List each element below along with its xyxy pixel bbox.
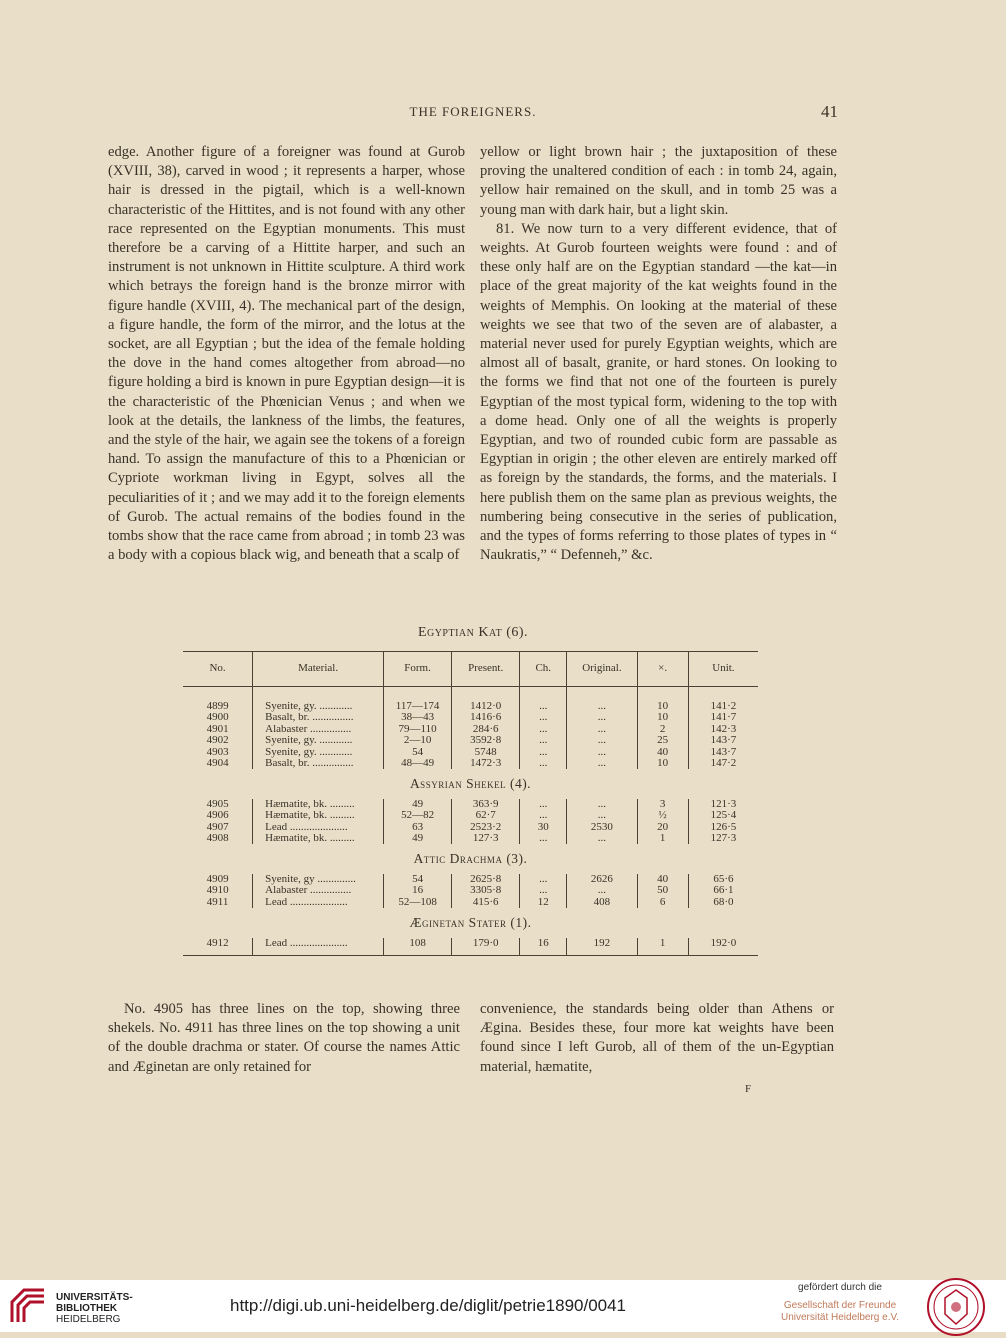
table-cell: ...: [520, 687, 567, 713]
group-title: Assyrian Shekel (4).: [409, 776, 532, 792]
table-cell: 1: [637, 938, 688, 956]
table-cell: 65·6: [713, 872, 734, 885]
table-cell: 4907: [183, 822, 253, 833]
table-cell: 52—108: [384, 897, 452, 908]
table-cell: 147·2: [710, 757, 737, 770]
right-paragraph-2: 81. We now turn to a very different evidence, that of weights. At Gurob fourteen weights were found : and of these only half are on the Egyptian standard —the kat—in place of the great majority of the kat weights found in the weights of Memphis. On looking at the material of these weights we see that two of the seven are of alabaster, a material never used for purely Egyptian weights, which are almost all of basalt, granite, or hard stones. On looking to the forms we find that not one of the fourteen is purely Egyptian of the most typical form, widening to the top with a dome head. Only one of all the weights is properly Egyptian, and two of rounded cubic form are passable as Egyptian in origin ; the other eleven are entirely marked off as foreign by the standards, the forms, and the materials. I here publish them on the same plan as previous weights, the numbering being consecutive in the series of publication, and the types of forms referring to those plates of types in “ Naukratis,” “ Defenneh,” &c.: [480, 220, 837, 564]
table-cell: 79—110: [384, 724, 452, 735]
table-cell: Syenite, gy. ............: [253, 747, 384, 758]
table-cell: ...: [567, 799, 637, 810]
table-cell: 16: [384, 885, 452, 896]
table-cell: 408: [567, 897, 637, 908]
table-cell: ...: [567, 758, 637, 769]
library-logo-icon: [8, 1288, 48, 1324]
table-cell: 38—43: [384, 712, 452, 723]
table-cell: Lead .....................: [253, 938, 384, 956]
table-cell: 3: [637, 799, 688, 810]
table-cell: ...: [567, 833, 637, 844]
page-number: 41: [821, 102, 838, 121]
left-column: [108, 143, 465, 565]
table-cell: Lead .....................: [253, 897, 384, 908]
table-cell: ...: [567, 687, 637, 713]
table-cell: ...: [520, 758, 567, 769]
table-cell: ...: [520, 724, 567, 735]
permalink-url[interactable]: http://digi.ub.uni-heidelberg.de/diglit/petrie1890/0041: [230, 1296, 627, 1315]
table-cell: 4904: [183, 758, 253, 769]
table-cell: 49: [384, 799, 452, 810]
right-paragraph-1: yellow or light brown hair ; the juxtaposition of these proving the unaltered condition of each : in tomb 24, again, yellow hair remained on the skull, and in tomb 25 was a young man with dark hair, but a light skin.: [480, 144, 837, 218]
right-column: [480, 143, 837, 565]
table-cell: 1416·6: [452, 712, 520, 723]
library-name-line-3: HEIDELBERG: [56, 1314, 121, 1325]
table-cell: 2523·2: [452, 822, 520, 833]
society-line-1: Gesellschaft der Freunde: [783, 1300, 897, 1311]
table-cell: Hæmatite, bk. .........: [253, 810, 384, 821]
table-body: [183, 687, 758, 956]
table-cell: 40: [637, 747, 688, 758]
table-cell: 4902: [183, 735, 253, 746]
table-cell: 12: [520, 897, 567, 908]
table-cell: 142·3: [710, 722, 737, 735]
table-cell: 127·3: [710, 832, 737, 845]
table-cell: Syenite, gy. ............: [253, 687, 384, 713]
table-row: [183, 897, 758, 908]
table-cell: 141·7: [710, 711, 737, 724]
weights-table: [183, 651, 758, 956]
table-cell: 52—82: [384, 810, 452, 821]
table-cell: 5748: [452, 747, 520, 758]
table-cell: 1: [637, 833, 688, 844]
table-cell: ...: [520, 799, 567, 810]
table-row: [183, 687, 758, 713]
table-cell: 284·6: [452, 724, 520, 735]
table-cell: ...: [520, 874, 567, 885]
col-header-present: Present.: [452, 652, 520, 687]
bottom-left-paragraph: [108, 1000, 460, 1077]
table-cell: 415·6: [452, 897, 520, 908]
table-cell: ...: [567, 724, 637, 735]
table-cell: 63: [384, 822, 452, 833]
table-cell: Alabaster ...............: [253, 724, 384, 735]
table-cell: 1472·3: [452, 758, 520, 769]
table-cell: 1412·0: [452, 687, 520, 713]
table-row: [183, 735, 758, 746]
table-title: Egyptian Kat (6).: [417, 625, 529, 640]
table-cell: 125·4: [710, 809, 737, 822]
group-title: Æginetan Stater (1).: [409, 915, 532, 931]
table-cell: 25: [637, 735, 688, 746]
table-cell: 20: [637, 822, 688, 833]
table-cell: ...: [567, 747, 637, 758]
table-cell: 68·0: [713, 895, 734, 908]
col-header-ch: Ch.: [520, 652, 567, 687]
table-cell: 16: [520, 938, 567, 956]
table-cell: Syenite, gy. ............: [253, 735, 384, 746]
table-cell: 4900: [183, 712, 253, 723]
table-cell: ...: [520, 885, 567, 896]
funded-by-text: gefördert durch die: [798, 1282, 882, 1293]
table-cell: 2625·8: [452, 874, 520, 885]
table-cell: 49: [384, 833, 452, 844]
university-seal-icon: [925, 1276, 987, 1338]
table-cell: 126·5: [710, 820, 737, 833]
col-header-unit: Unit.: [688, 652, 758, 687]
table-cell: Basalt, br. ...............: [253, 712, 384, 723]
table-row: [183, 833, 758, 844]
col-header-multiple: ×.: [637, 652, 688, 687]
table-group-heading: [183, 769, 758, 798]
table-cell: 2: [637, 724, 688, 735]
table-cell: 6: [637, 897, 688, 908]
col-header-no: No.: [183, 652, 253, 687]
table-cell: ...: [567, 810, 637, 821]
table-cell: Alabaster ...............: [253, 885, 384, 896]
table-cell: ...: [567, 735, 637, 746]
table-cell: 30: [520, 822, 567, 833]
table-cell: ...: [520, 712, 567, 723]
table-cell: 2—10: [384, 735, 452, 746]
table-cell: 4908: [183, 833, 253, 844]
running-head: [108, 104, 838, 124]
table-cell: ...: [567, 885, 637, 896]
table-cell: Syenite, gy ..............: [253, 874, 384, 885]
table-group-heading: [183, 844, 758, 873]
table-cell: ...: [520, 833, 567, 844]
table-cell: 4911: [183, 897, 253, 908]
table-row: [183, 810, 758, 821]
table-cell: 48—49: [384, 758, 452, 769]
table-cell: 4903: [183, 747, 253, 758]
table-header-row: [183, 652, 758, 687]
table-row: [183, 758, 758, 769]
col-header-material: Material.: [253, 652, 384, 687]
table-cell: 54: [384, 747, 452, 758]
table-cell: ½: [637, 810, 688, 821]
table-cell: 4910: [183, 885, 253, 896]
table-cell: 10: [637, 712, 688, 723]
running-head-title: THE FOREIGNERS.: [409, 104, 537, 119]
table-cell: ...: [520, 735, 567, 746]
table-cell: 192·0: [688, 938, 758, 956]
table-cell: 2626: [567, 874, 637, 885]
table-cell: 363·9: [452, 799, 520, 810]
col-header-original: Original.: [567, 652, 637, 687]
table-cell: 143·7: [710, 745, 737, 758]
table-group-heading: [183, 908, 758, 937]
library-name-line-1: UNIVERSITÄTS-: [56, 1292, 133, 1303]
table-cell: 4906: [183, 810, 253, 821]
table-cell: 66·1: [713, 884, 734, 897]
table-row: [183, 885, 758, 896]
table-cell: 4905: [183, 799, 253, 810]
library-name: [56, 1292, 133, 1325]
col-header-form: Form.: [384, 652, 452, 687]
society-line-2: Universität Heidelberg e.V.: [780, 1312, 900, 1323]
table-cell: 50: [637, 885, 688, 896]
table-cell: 117—174: [384, 687, 452, 713]
table-cell: 54: [384, 874, 452, 885]
library-name-line-2: BIBLIOTHEK: [56, 1303, 118, 1314]
table-row: [183, 938, 758, 956]
sponsor-credit: [770, 1282, 910, 1324]
bottom-right-paragraph: [480, 1000, 834, 1077]
group-title: Attic Drachma (3).: [413, 851, 528, 867]
table-cell: 4912: [183, 938, 253, 956]
table-cell: 4899: [183, 687, 253, 713]
table-cell: 2530: [567, 822, 637, 833]
bottom-right-text: convenience, the standards being older than Athens or Ægina. Besides these, four more kat weights have been found since I left Gurob, all of them of the un-Egyptian material, hæmatite,: [480, 1001, 834, 1075]
table-cell: Lead .....................: [253, 822, 384, 833]
table-cell: 4909: [183, 874, 253, 885]
table-cell: 10: [637, 758, 688, 769]
table-cell: 179·0: [452, 938, 520, 956]
bottom-left-text: No. 4905 has three lines on the top, showing three shekels. No. 4911 has three lines on the top showing a unit of the double drachma or stater. Of course the names Attic and Æginetan are only retained for: [108, 1001, 460, 1075]
table-cell: ...: [520, 747, 567, 758]
table-cell: 40: [637, 874, 688, 885]
table-cell: Basalt, br. ...............: [253, 758, 384, 769]
table-cell: 3305·8: [452, 885, 520, 896]
table-cell: 4901: [183, 724, 253, 735]
table-cell: 127·3: [452, 833, 520, 844]
table-cell: Hæmatite, bk. .........: [253, 799, 384, 810]
table-cell: 10: [637, 687, 688, 713]
table-cell: ...: [567, 712, 637, 723]
table-cell: 121·3: [710, 797, 737, 810]
table-cell: 62·7: [452, 810, 520, 821]
signature-mark: F: [745, 1083, 752, 1095]
table-cell: ...: [520, 810, 567, 821]
table-cell: Hæmatite, bk. .........: [253, 833, 384, 844]
table-cell: 192: [567, 938, 637, 956]
digitization-footer: [0, 1280, 1006, 1332]
left-paragraph: edge. Another figure of a foreigner was found at Gurob (XVIII, 38), carved in wood ; it represents a harper, whose hair is dressed in the pigtail, which is a well-known characteristic of the Hittites, and is not found with any other race represented on the Egyptian monuments. This must therefore be a carving of a Hittite harper, and such an instrument is not unknown in Hittite sculpture. A third work which betrays the foreign hand is the bronze mirror with figure handle (XVIII, 4). The mechanical part of the design, a figure handle, the form of the mirror, and the lotus at the socket, are all Egyptian ; but the idea of the female holding the dove in the hand comes altogether from abroad—no figure holding a bird is known in pure Egyptian design—it is the characteristic of the Phœnician Venus ; and when we look at the details, the lankness of the limbs, the features, and the style of the hair, we again see the tokens of a foreign hand. To assign the manufacture of this to a Phœnician or Cypriote workman living in Egypt, solves all the peculiarities of it ; and we may add it to the foreign elements of Gurob. The actual remains of the bodies found in the tombs show that the race came from abroad ; in tomb 23 was a body with a copious black wig, and beneath that a scalp of: [108, 144, 465, 564]
table-cell: 108: [384, 938, 452, 956]
table-cell: 141·2: [710, 700, 737, 712]
table-cell: 3592·8: [452, 735, 520, 746]
table-cell: 143·7: [710, 734, 737, 747]
